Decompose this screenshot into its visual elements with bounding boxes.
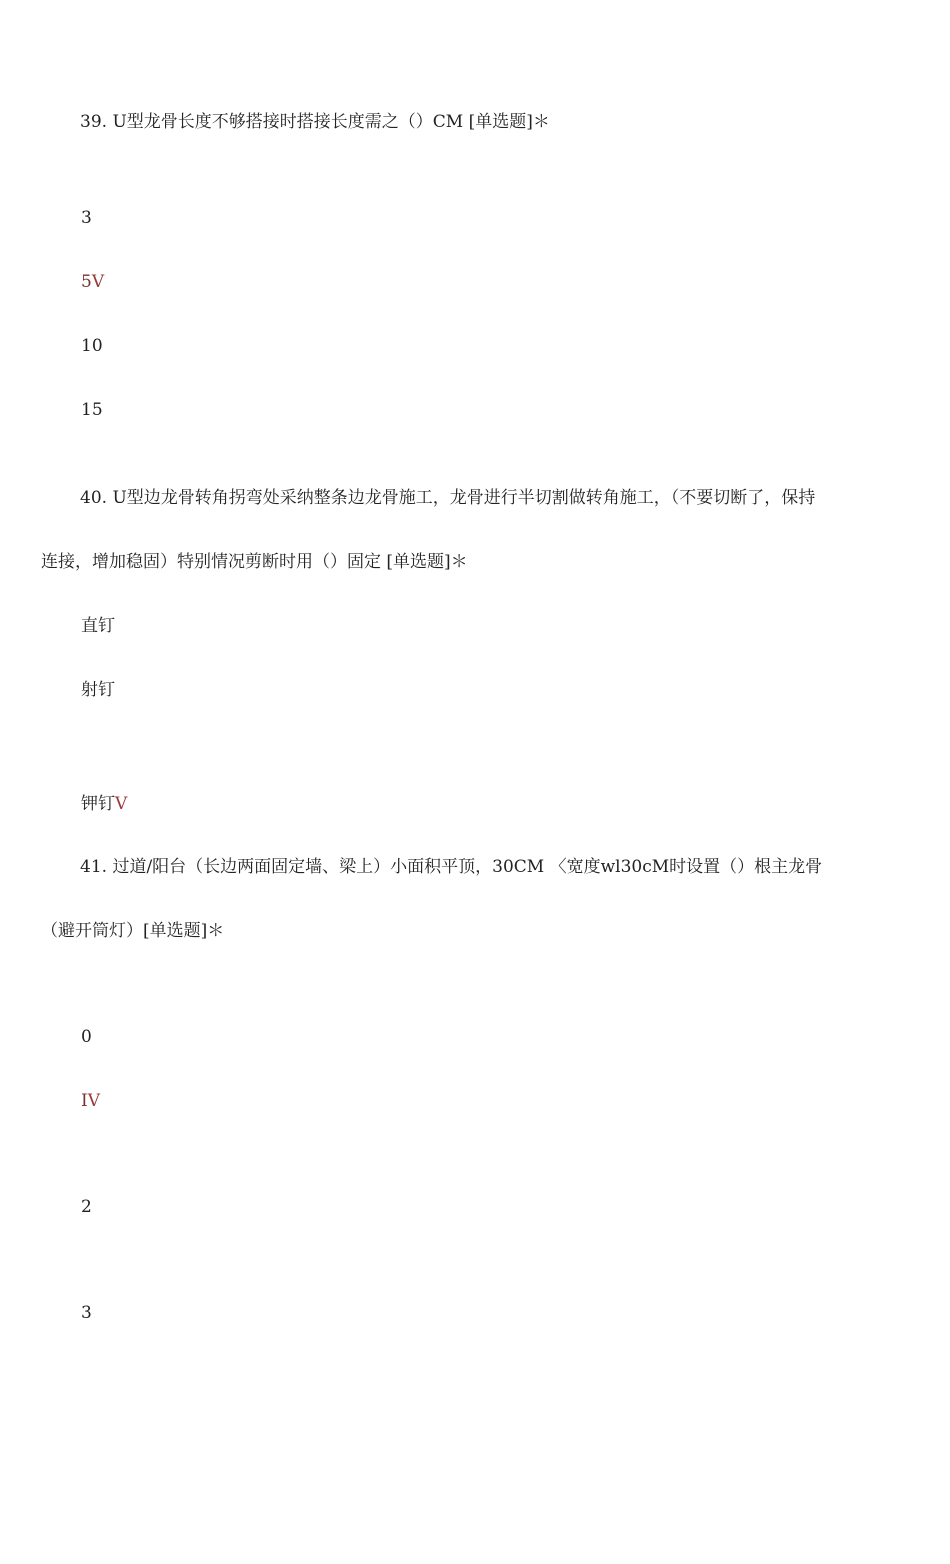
question-41-option-4[interactable]: 3 <box>81 1303 92 1323</box>
option-label: 钾钉 <box>81 794 115 814</box>
answer-check-mark: V <box>115 794 128 814</box>
question-39-text: 39. U型龙骨长度不够搭接时搭接长度需之（）CM [单选题]＊ <box>80 112 550 132</box>
question-41-option-1[interactable]: 0 <box>81 1027 92 1047</box>
question-40-option-2[interactable]: 射钉 <box>81 680 115 700</box>
question-40-option-1[interactable]: 直钉 <box>81 616 115 636</box>
question-41-text-line2: （避开筒灯）[单选题]＊ <box>41 921 225 941</box>
question-40-text-line2: 连接，增加稳固）特别情况剪断时用（）固定 [单选题]＊ <box>41 552 468 572</box>
question-40-option-3[interactable] <box>81 793 127 815</box>
question-40-text-line1: 40. U型边龙骨转角拐弯处采纳整条边龙骨施工，龙骨进行半切割做转角施工，（不要切断了，保持 <box>80 488 816 508</box>
option-label: 5 <box>81 272 92 292</box>
question-39-option-3[interactable]: 10 <box>81 336 103 356</box>
answer-check-mark: V <box>91 272 105 292</box>
answer-check-mark: V <box>87 1091 100 1111</box>
question-39-option-1[interactable]: 3 <box>81 208 92 228</box>
question-39-option-4[interactable]: 15 <box>81 400 103 420</box>
question-41-option-2[interactable] <box>81 1090 100 1112</box>
question-39-option-2[interactable] <box>81 271 104 293</box>
option-label: I <box>81 1091 88 1111</box>
question-41-option-3[interactable]: 2 <box>81 1197 92 1217</box>
question-41-text-line1: 41. 过道/阳台（长边两面固定墙、梁上）小面积平顶，30CM 〈宽度wl30cM时设置（）根主龙骨 <box>80 857 823 877</box>
